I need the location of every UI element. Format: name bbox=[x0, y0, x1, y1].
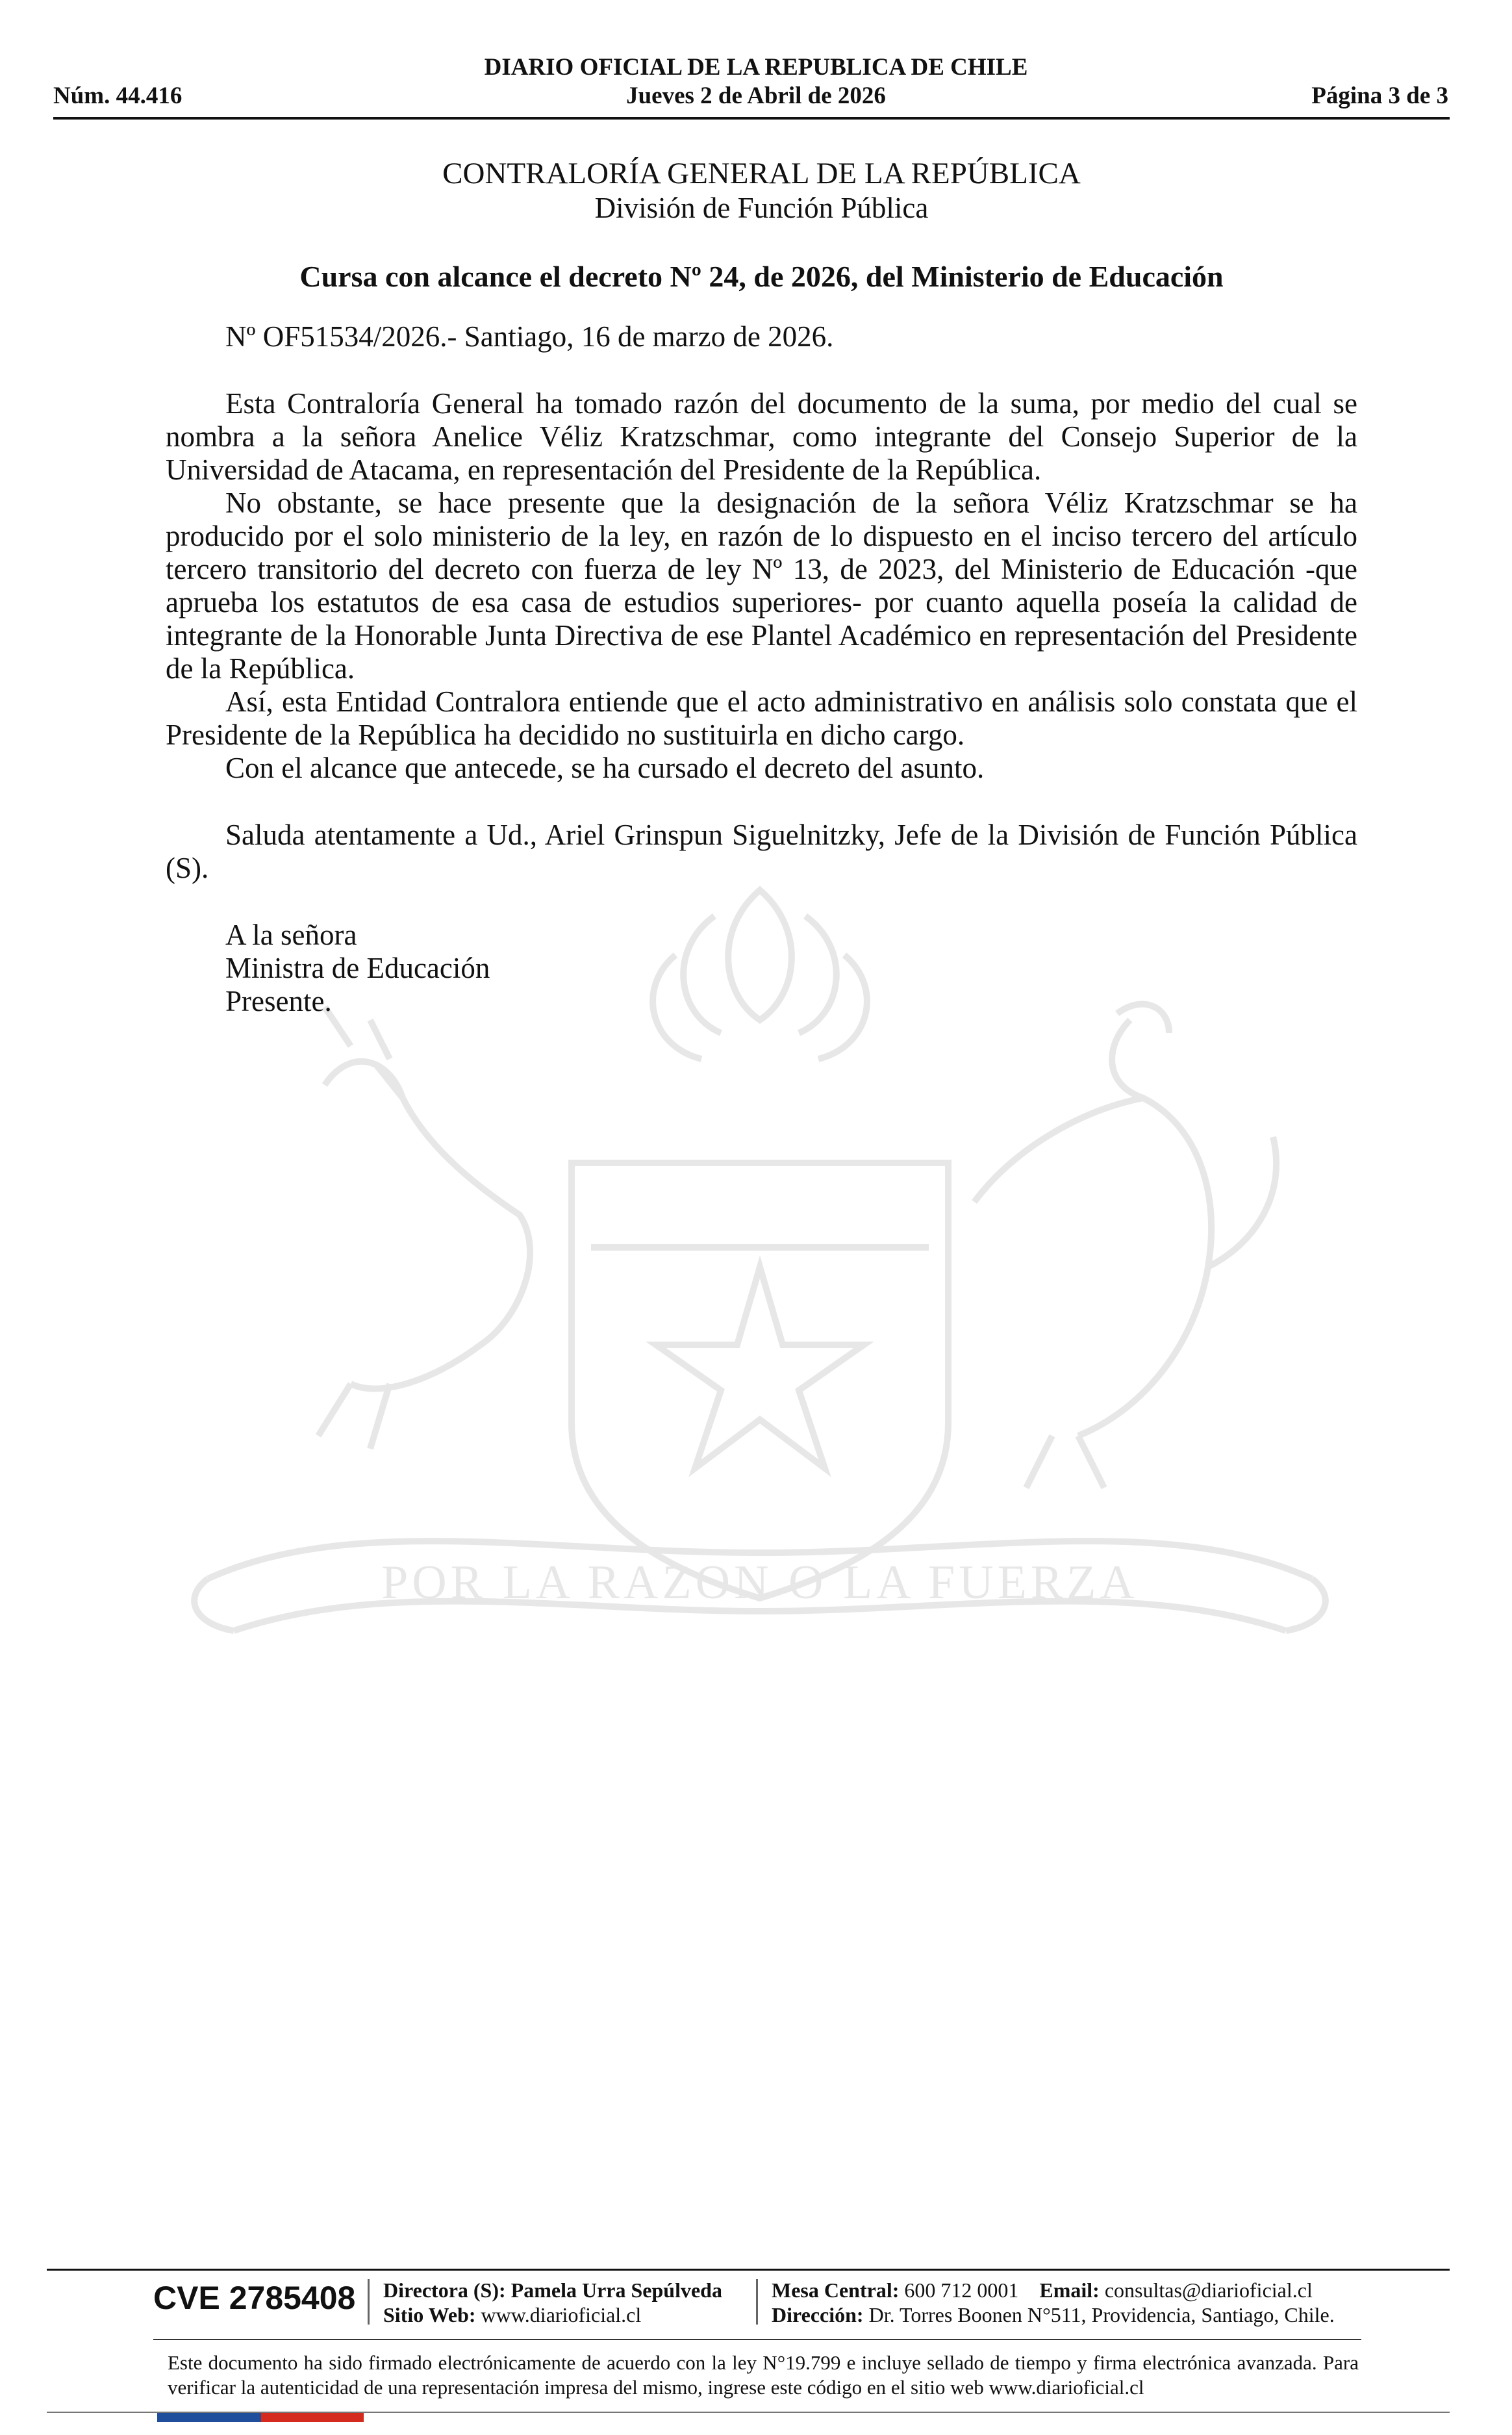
address-value: Dr. Torres Boonen N°511, Providencia, Santiago, Chile. bbox=[868, 2303, 1335, 2327]
website-label: Sitio Web: bbox=[383, 2303, 476, 2327]
paragraph: Con el alcance que antecede, se ha cursado el decreto del asunto. bbox=[225, 752, 985, 784]
phone-label: Mesa Central: bbox=[772, 2278, 900, 2302]
flag-stripe-blue bbox=[157, 2413, 261, 2422]
signature: Saluda atentamente a Ud., Ariel Grinspun Siguelnitzky, Jefe de la División de Función Pública (S). bbox=[166, 819, 1357, 884]
gazette-title: DIARIO OFICIAL DE LA REPUBLICA DE CHILE bbox=[484, 54, 1028, 81]
document-body bbox=[166, 156, 1357, 1018]
addressee-block bbox=[166, 919, 1357, 1018]
director-name: Pamela Urra Sepúlveda bbox=[510, 2278, 722, 2302]
legal-notice: Este documento ha sido firmado electrónicamente de acuerdo con la ley N°19.799 e incluye sellado de tiempo y firma electrónica avanzada. Para verificar la autenticidad de una representación impresa del mismo, ingrese este código en el sitio web www.diarioficial.cl bbox=[168, 2351, 1359, 2399]
watermark-motto: POR LA RAZON O LA FUERZA bbox=[381, 1556, 1139, 1609]
reference-line: Nº OF51534/2026.- Santiago, 16 de marzo de 2026. bbox=[225, 320, 834, 353]
paragraph: Esta Contraloría General ha tomado razón del documento de la suma, por medio del cual se nombra a la señora Anelice Véliz Kratzschmar, como integrante del Consejo Superior de la Universidad de Atacama, en representación del Presidente de la República. bbox=[166, 387, 1357, 486]
issuer: CONTRALORÍA GENERAL DE LA REPÚBLICA bbox=[442, 157, 1081, 190]
flag-stripe-red bbox=[261, 2413, 364, 2422]
website-link[interactable]: www.diarioficial.cl bbox=[481, 2303, 642, 2327]
division: División de Función Pública bbox=[594, 192, 929, 224]
phone-number: 600 712 0001 bbox=[904, 2278, 1019, 2302]
email-label: Email: bbox=[1039, 2278, 1100, 2302]
issue-number: Núm. 44.416 bbox=[53, 83, 183, 109]
paragraph: No obstante, se hace presente que la designación de la señora Véliz Kratzschmar se ha producido por el solo ministerio de la ley, en razón de lo dispuesto en el inciso tercero del artículo tercero transitorio del decreto con fuerza de ley Nº 13, de 2023, del Ministerio de Educación -que aprueba los estatutos de esa casa de estudios superiores- por cuanto aquella poseía la calidad de integrante de la Honorable Junta Directiva de ese Plantel Académico en representación del Presidente de la República. bbox=[166, 487, 1357, 685]
director-label: Directora (S): bbox=[383, 2278, 506, 2302]
addressee-line: Ministra de Educación bbox=[225, 952, 490, 984]
header-divider bbox=[53, 117, 1450, 120]
cve-code: CVE 2785408 bbox=[153, 2280, 356, 2316]
footer-contact-info bbox=[772, 2278, 1335, 2327]
footer-divider bbox=[47, 2269, 1450, 2271]
addressee-line: Presente. bbox=[225, 985, 332, 1017]
page-number: Página 3 de 3 bbox=[1311, 83, 1448, 109]
addressee-line: A la señora bbox=[225, 919, 357, 951]
footer-publisher-info bbox=[383, 2278, 722, 2327]
footer-separator bbox=[368, 2279, 370, 2325]
headline: Cursa con alcance el decreto Nº 24, de 2026, del Ministerio de Educación bbox=[299, 260, 1224, 293]
email-link[interactable]: consultas@diarioficial.cl bbox=[1104, 2278, 1313, 2302]
paragraph: Así, esta Entidad Contralora entiende que el acto administrativo en análisis solo constata que el Presidente de la República ha decidido no sustituirla en dicho cargo. bbox=[166, 685, 1357, 751]
address-label: Dirección: bbox=[772, 2303, 864, 2327]
footer-separator bbox=[756, 2279, 758, 2325]
issue-date: Jueves 2 de Abril de 2026 bbox=[626, 83, 886, 109]
footer-inner-divider bbox=[153, 2339, 1361, 2340]
